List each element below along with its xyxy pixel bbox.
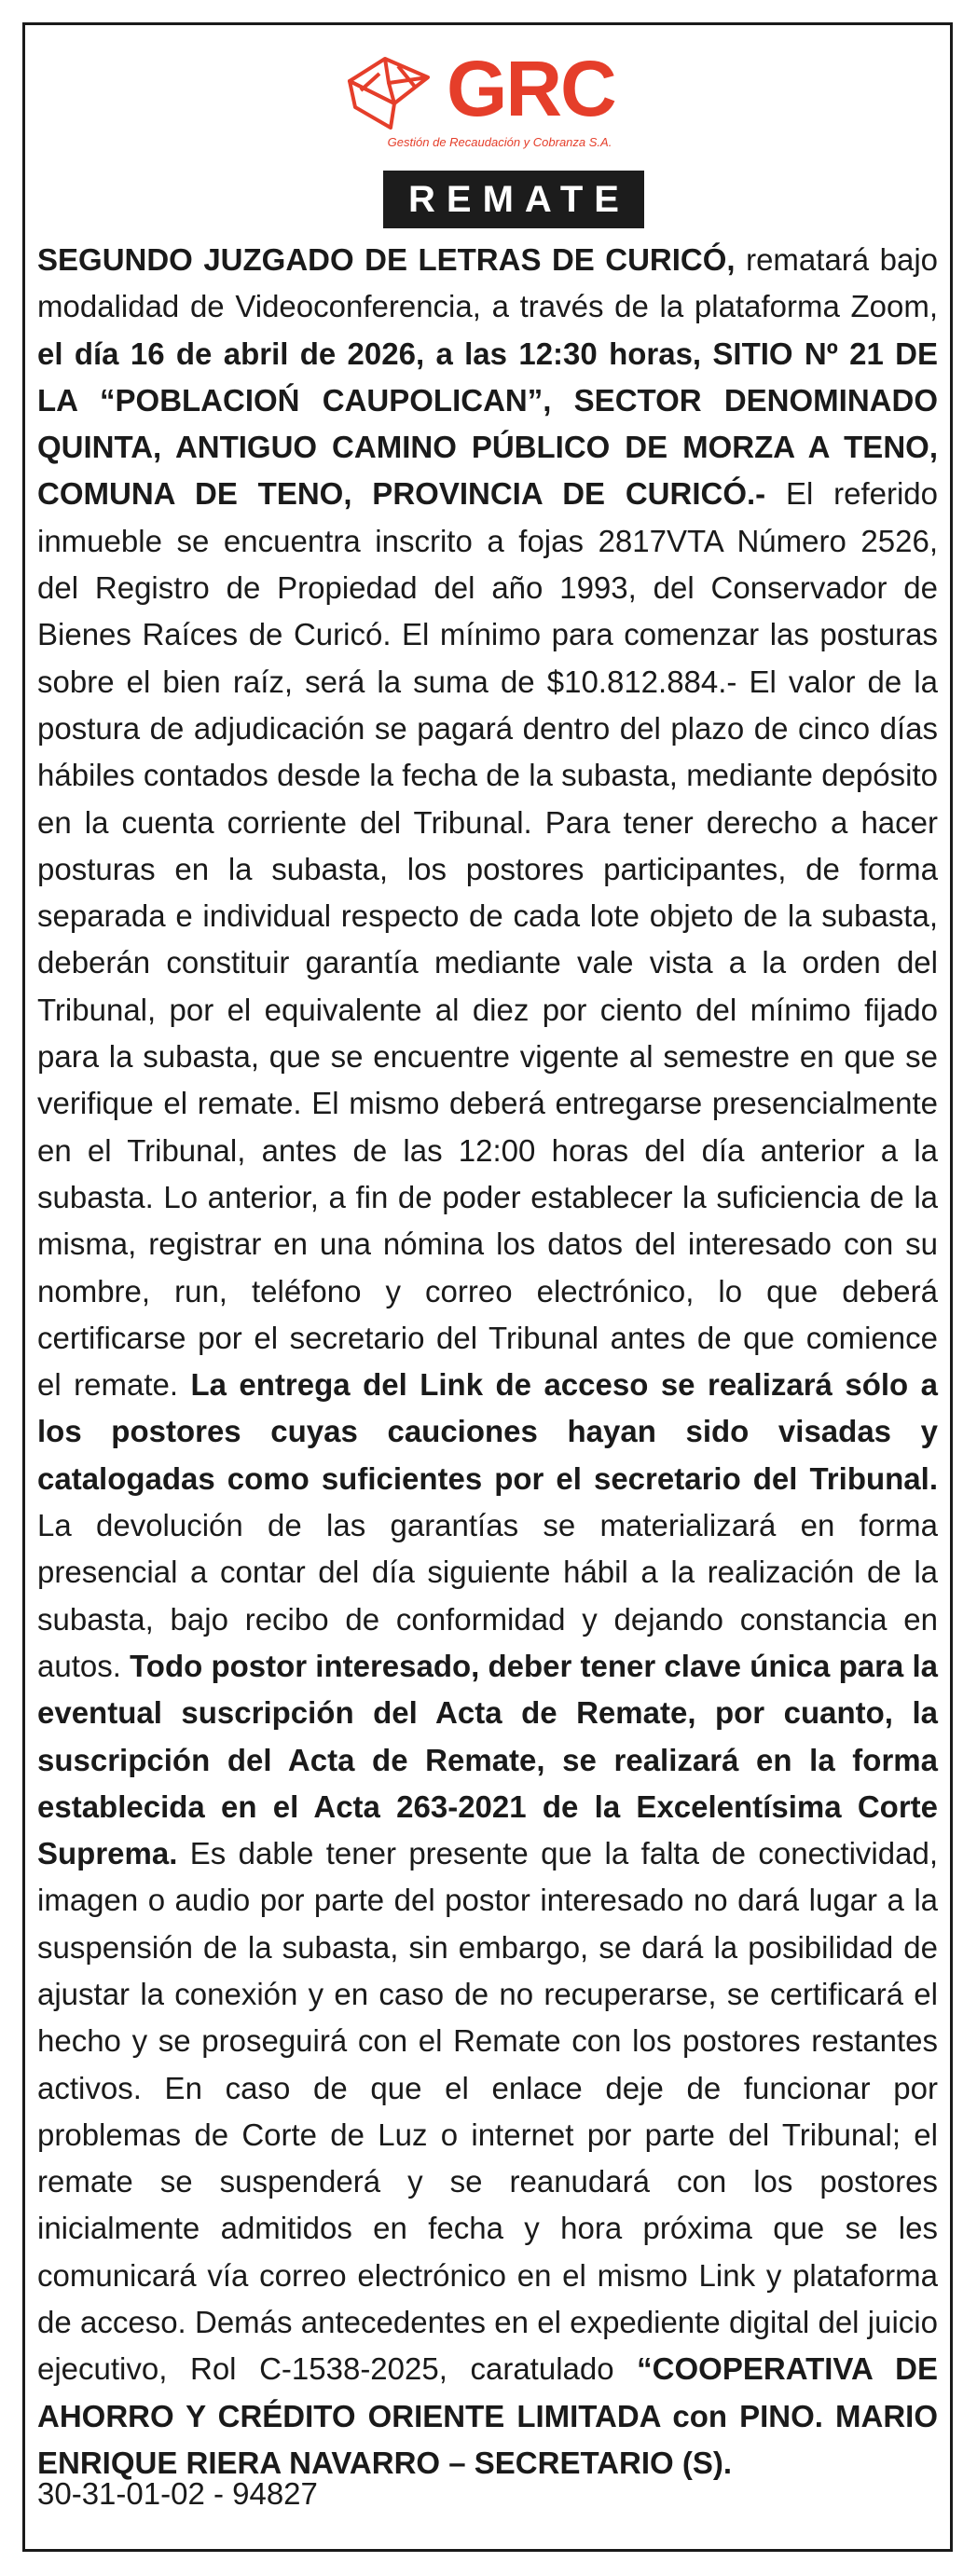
logo-brand-text: GRC <box>447 45 615 132</box>
body-text-run: rematará bajo modalidad de Videoconferencia, a través de la plataforma Zoom, <box>37 242 939 324</box>
body-text-run: La devolución de las garantías se materializará en forma presencial a contar del día siguiente hábil a la realización de la subasta, bajo recibo de conformidad y dejando constancia en autos. <box>37 1508 938 1683</box>
body-bold-run: La entrega del Link de acceso se realizará sólo a los postores cuyas cauciones hayan sido visadas y catalogadas como suficientes por el secretario del Tribunal. <box>37 1367 938 1496</box>
notice-body <box>37 237 938 2487</box>
body-bold-run: “COOPERATIVA DE AHORRO Y CRÉDITO ORIENTE LIMITADA con PINO. MARIO ENRIQUE RIERA NAVARRO – SECRETARIO (S). <box>37 2351 938 2480</box>
logo-tagline: Gestión de Recaudación y Cobranza S.A. <box>387 135 612 149</box>
body-bold-run: SEGUNDO JUZGADO DE LETRAS DE CURICÓ, <box>37 242 736 277</box>
publication-code: 30-31-01-02 - 94827 <box>37 2476 318 2511</box>
grc-logo <box>342 46 678 158</box>
body-text-run: El referido inmueble se encuentra inscrito a fojas 2817VTA Número 2526, del Registro de Propiedad del año 1993, del Conservador de Bienes Raíces de Curicó. El mínimo para comenzar las posturas sobre el bien raíz, será la suma de $10.812.884.- El valor de la postura de adjudicación se pagará dentro del plazo de cinco días hábiles contados desde la fecha de la subasta, mediante depósito en la cuenta corriente del Tribunal. Para tener derecho a hacer posturas en la subasta, los postores participantes, de forma separada e individual respecto de cada lote objeto de la subasta, deberán constituir garantía mediante vale vista a la orden del Tribunal, por el equivalente al diez por ciento del mínimo fijado para la subasta, que se encuentre vigente al semestre en que se verifique el remate. El mismo deberá entregarse presencialmente en el Tribunal, antes de las 12:00 horas del día anterior a la subasta. Lo anterior, a fin de poder establecer la suficiencia de la misma, registrar en una nómina los datos del interesado con su nombre, run, teléfono y correo electrónico, lo que deberá certificarse por el secretario del Tribunal antes de que comience el remate. <box>37 476 938 1403</box>
body-bold-run: el día 16 de abril de 2026, a las 12:30 horas, SITIO Nº 21 DE LA “POBLACIOŃ CAUPOLICAN”, SECTOR DENOMINADO QUINTA, ANTIGUO CAMINO PÚBLICO DE MORZA A TENO, COMUNA DE TENO, PROVINCIA DE CURICÓ.- <box>37 336 938 512</box>
body-bold-run: Todo postor interesado, deber tener clave única para la eventual suscripción del Acta de Remate, por cuanto, la suscripción del Acta de Remate, se realizará en la forma establecida en el Acta 263-2021 de la Excelentísima Corte Suprema. <box>37 1648 938 1871</box>
notice-title-banner: REMATE <box>383 171 644 228</box>
grc-emblem-icon <box>342 46 443 131</box>
body-text-run: Es dable tener presente que la falta de conectividad, imagen o audio por parte del postor interesado no dará lugar a la suspensión de la subasta, sin embargo, se dará la posibilidad de ajustar la conexión y en caso de no recuperarse, se certificará el hecho y se proseguirá con el Remate con los postores restantes activos. En caso de que el enlace deje de funcionar por problemas de Corte de Luz o internet por parte del Tribunal; el remate se suspenderá y se reanudará con los postores inicialmente admitidos en fecha y hora próxima que se les comunicará vía correo electrónico en el mismo Link y plataforma de acceso. Demás antecedentes en el expediente digital del juicio ejecutivo, Rol C-1538-2025, caratulado <box>37 1836 938 2387</box>
